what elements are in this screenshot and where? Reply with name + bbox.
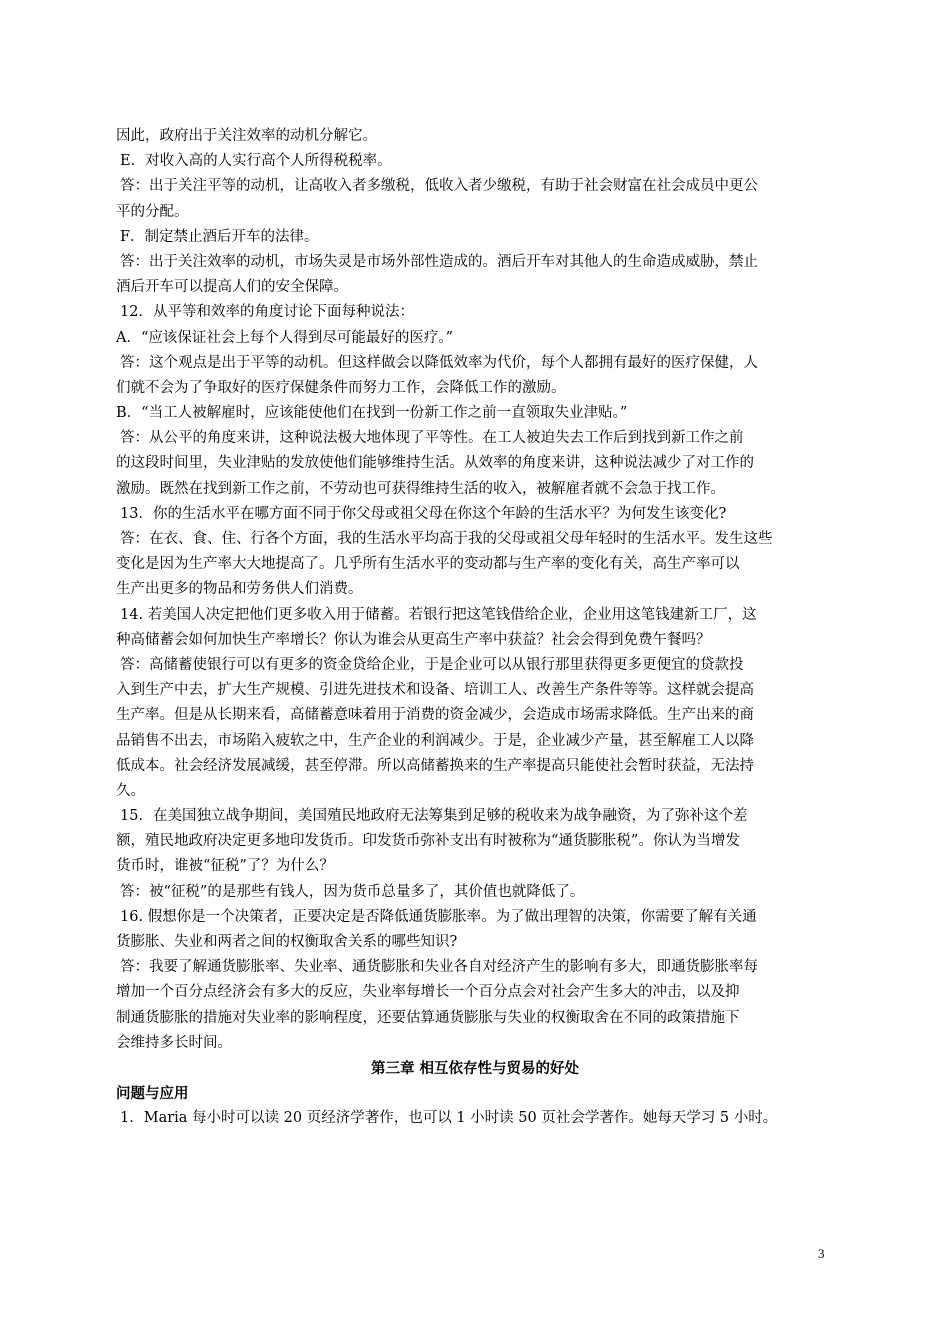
text-line: 答：高储蓄使银行可以有更多的资金贷给企业，于是企业可以从银行那里获得更多更便宜的贷款投 [120, 656, 744, 673]
page-number: 3 [818, 1246, 825, 1261]
question-line: 1．Maria 每小时可以读 20 页经济学著作，也可以 1 小时读 50 页社会学著作。她每天学习 5 小时。 [120, 1110, 778, 1127]
text-line: 变化是因为生产率大大地提高了。几乎所有生活水平的变动都与生产率的变化有关，高生产率可以 [116, 556, 740, 573]
text-line: 增加一个百分点经济会有多大的反应，失业率每增长一个百分点会对社会产生多大的冲击，以及抑 [116, 984, 740, 1001]
text-line: 14. 若美国人决定把他们更多收入用于储蓄。若银行把这笔钱借给企业，企业用这笔钱建新工厂，这 [120, 606, 757, 623]
text-line: 低成本。社会经济发展减缓，甚至停滞。所以高储蓄换来的生产率提高只能使社会暂时获益，无法持 [116, 757, 754, 774]
text-line: F．制定禁止酒后开车的法律。 [120, 228, 319, 245]
text-line: 16. 假想你是一个决策者，正要决定是否降低通货膨胀率。为了做出理智的决策，你需要了解有关通 [120, 908, 757, 925]
text-line: 们就不会为了争取好的医疗保健条件而努力工作，会降低工作的激励。 [116, 379, 566, 396]
section-heading: 问题与应用 [116, 1085, 189, 1103]
chapter-title: 第三章 相互依存性与贸易的好处 [370, 1059, 580, 1077]
text-line: 会维持多长时间。 [116, 1034, 232, 1051]
text-line: 答：被“征税”的是那些有钱人，因为货币总量多了，其价值也就降低了。 [120, 883, 585, 900]
text-line: 因此，政府出于关注效率的动机分解它。 [116, 128, 377, 144]
text-line: 品销售不出去，市场陷入疲软之中，生产企业的利润减少。于是，企业减少产量，甚至解雇工人以降 [116, 732, 754, 749]
text-line: E．对收入高的人实行高个人所得税税率。 [120, 153, 392, 170]
document-body [116, 124, 834, 1132]
text-line: 入到生产中去，扩大生产规模、引进先进技术和设备、培训工人、改善生产条件等等。这样就会提高 [116, 682, 754, 699]
text-line: 答：我要了解通货膨胀率、失业率、通货膨胀和失业各自对经济产生的影响有多大，即通货膨胀率每 [120, 959, 758, 976]
text-line: 答：这个观点是出于平等的动机。但这样做会以降低效率为代价，每个人都拥有最好的医疗保健，人 [120, 354, 758, 371]
text-line: 13．你的生活水平在哪方面不同于你父母或祖父母在你这个年龄的生活水平？为何发生该变化? [120, 505, 727, 522]
text-line: 答：在衣、食、住、行各个方面，我的生活水平均高于我的父母或祖父母年轻时的生活水平。发生这些 [120, 531, 773, 547]
text-line: 答：出于关注平等的动机，让高收入者多缴税，低收入者少缴税，有助于社会财富在社会成员中更公 [120, 178, 758, 195]
text-line: 货币时，谁被“征税”了？为什么？ [116, 858, 334, 875]
text-line: A．“应该保证社会上每个人得到尽可能最好的医疗。” [116, 329, 454, 346]
text-line: 货膨胀、失业和两者之间的权衡取舍关系的哪些知识? [116, 934, 458, 950]
text-line: 答：从公平的角度来讲，这种说法极大地体现了平等性。在工人被迫失去工作后到找到新工作之前 [120, 430, 744, 447]
text-line: 平的分配。 [116, 203, 189, 220]
text-line: 额，殖民地政府决定更多地印发货币。印发货币弥补支出有时被称为“通货膨胀税”。你认为当增发 [116, 833, 740, 850]
text-line: 15．在美国独立战争期间，美国殖民地政府无法筹集到足够的税收来为战争融资，为了弥补这个差 [120, 808, 748, 825]
text-line: 激励。既然在找到新工作之前，不劳动也可获得维持生活的收入，被解雇者就不会急于找工作。 [116, 480, 725, 497]
text-line: 久。 [116, 782, 145, 799]
text-line: 种高储蓄会如何加快生产率增长？你认为谁会从更高生产率中获益？社会会得到免费午餐吗？ [116, 631, 711, 648]
text-line: 生产率。但是从长期来看，高储蓄意味着用于消费的资金减少，会造成市场需求降低。生产出来的商 [116, 707, 754, 724]
text-line: 答：出于关注效率的动机，市场失灵是市场外部性造成的。酒后开车对其他人的生命造成威胁，禁止 [120, 253, 758, 270]
text-line: 酒后开车可以提高人们的安全保障。 [116, 279, 348, 296]
text-line: 12．从平等和效率的角度讨论下面每种说法： [120, 304, 414, 321]
text-line: 生产出更多的物品和劳务供人们消费。 [116, 581, 363, 598]
text-line: 制通货膨胀的措施对失业率的影响程度，还要估算通货膨胀与失业的权衡取舍在不同的政策措施下 [116, 1009, 740, 1026]
text-line: B．“当工人被解雇时，应该能使他们在找到一份新工作之前一直领取失业津贴。” [116, 405, 628, 422]
text-line: 的这段时间里，失业津贴的发放使他们能够维持生活。从效率的角度来讲，这种说法减少了对工作的 [116, 455, 754, 472]
